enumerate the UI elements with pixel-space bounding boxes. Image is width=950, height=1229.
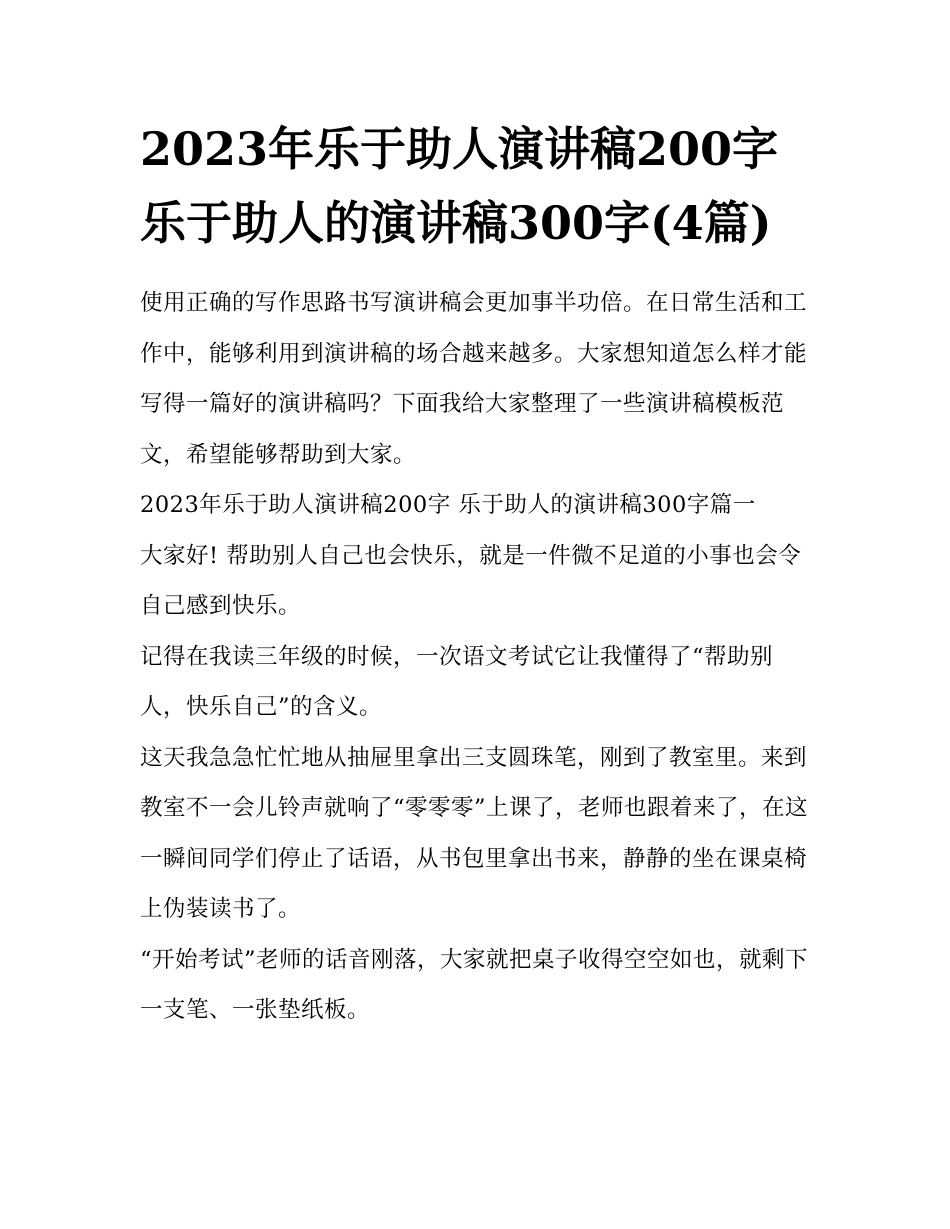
paragraph-memory: 记得在我读三年级的时候，一次语文考试它让我懂得了“帮助别人，快乐自己”的含义。 bbox=[140, 643, 774, 720]
document-title: 2023年乐于助人演讲稿200字 乐于助人的演讲稿300字(4篇) bbox=[140, 122, 779, 250]
paragraph-classroom: 这天我急急忙忙地从抽屉里拿出三支圆珠笔，刚到了教室里。来到教室不一会儿铃声就响了“零零零”上课了，老师也跟着来了，在这一瞬间同学们停止了话语，从书包里拿出书来，静静的坐在课桌椅上伪装读书了。 bbox=[140, 744, 809, 922]
paragraph-greeting: 大家好! 帮助别人自己也会快乐，就是一件微不足道的小事也会令自己感到快乐。 bbox=[140, 542, 802, 619]
document-page bbox=[140, 112, 812, 1036]
document-body bbox=[140, 278, 812, 1036]
paragraph-exam-start: “开始考试”老师的话音刚落，大家就把桌子收得空空如也，就剩下一支笔、一张垫纸板。 bbox=[140, 946, 809, 1023]
paragraph-section-heading: 2023年乐于助人演讲稿200字 乐于助人的演讲稿300字篇一 bbox=[140, 492, 756, 518]
paragraph-intro: 使用正确的写作思路书写演讲稿会更加事半功倍。在日常生活和工作中，能够利用到演讲稿的场合越来越多。大家想知道怎么样才能写得一篇好的演讲稿吗？下面我给大家整理了一些演讲稿模板范文，希望能够帮助到大家。 bbox=[140, 290, 808, 468]
